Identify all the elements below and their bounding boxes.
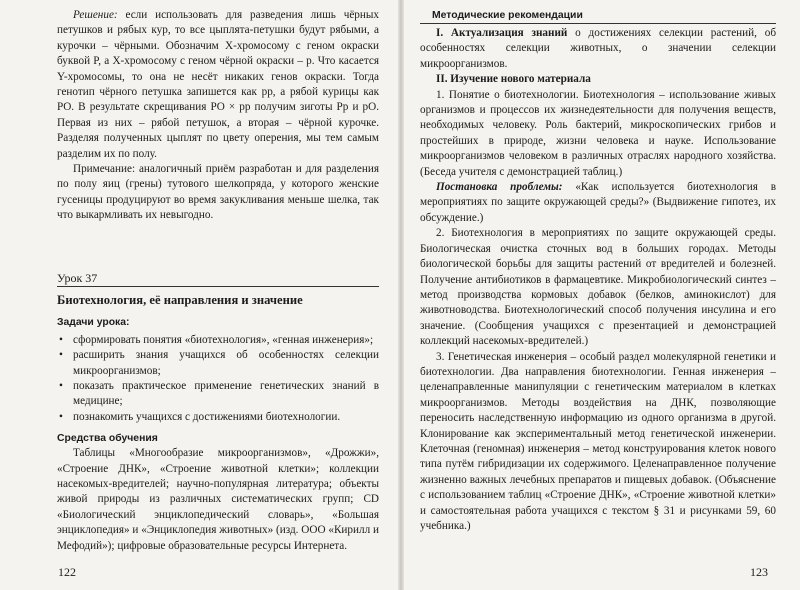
actualization-text: о достижениях селекции растений, об особенностях селекции животных, о значении селекции микроорганизмов. [420, 27, 777, 70]
tasks-list [57, 333, 379, 425]
task-item [57, 333, 379, 348]
genetic-engineering-paragraph: 3. Генетическая инженерия – особый раздел молекулярной генетики и биотехнологии. Два направления биотехнологии. Генная инженерия – целенаправленные манипуляции с генетическим материалом в клетках микроорганизмов. Методы воздействия на ДНК, позволяющие переносить наследственную информацию из одного организма в другой. Клонирование как экспериментальный метод генетической инженерии. Клеточная (геномная) инженерия – метод конструирования клеток нового типа путём гибридизации их содержимого. Целенаправленное получение жизненно важных лечебных препаратов и пищевых добавок. (Объяснение с использованием таблиц «Строение ДНК», «Строение животной клетки» и самостоятельная работа учащихся с текстом § 31 и рисунками 59, 60 учебника.) [420, 350, 776, 532]
page-number-right: 123 [750, 565, 768, 579]
left-column [57, 8, 379, 554]
tasks-heading: Задачи урока: [57, 316, 130, 328]
bullet-icon: • [59, 410, 63, 423]
means-paragraph: Таблицы «Многообразие микроорганизмов», «Дрожжи», «Строение ДНК», «Строение животной клетки»; коллекции насекомых-вредителей; научно-популярная литература; объекты живой природы из различных систематических групп; CD «Биологический энциклопедический словарь», «Большая энциклопедия» и «Энциклопедия животных» (изд. ООО «Кирилл и Мефодий»); цифровые образовательные ресурсы Интернета. [57, 447, 379, 552]
note-paragraph: Примечание: аналогичный приём разработан и для разделения по полу яиц (грены) тутового шелкопряда, у которого женские гусеницы продуцируют во время закукливания меньше шелка, так что выкармливать их невыгодно. [57, 163, 379, 222]
methods-rule [420, 23, 776, 24]
solution-paragraph [57, 8, 379, 162]
lesson-rule [57, 286, 379, 287]
task-text: познакомить учащихся с достижениями биотехнологии. [73, 410, 341, 423]
solution-text: если использовать для разведения лишь чёрных петушков и рябых кур, то все цыплята-петушки будут рябыми, а курочки – чёрными. Обозначим X-хромосому с геном окраски буквой P, а X-хромосому с геном чёрной окраски – p. Что касается Y-хромосомы, то она не несёт никаких генов окраски. Тогда генотип чёрного петушка запишется как pp, а рябой курицы как PO. В результате скрещивания PO × pp получим зиготы Pp и pO. Первая из них – рябой петушок, а вторая – чёрной курочке. Разделяя полученных цыплят по цвету оперения, мы тем самым разделим их по полу. [57, 9, 379, 160]
bullet-icon: • [59, 349, 63, 362]
problem-text: «Как используется биотехнология в мероприятиях по защите окружающей среды?» (Выдвижение гипотез, их обсуждение.) [420, 181, 777, 224]
actualization-paragraph [420, 26, 776, 72]
environment-paragraph: 2. Биотехнология в мероприятиях по защите окружающей среды. Биологическая очистка сточных вод в больших городах. Методы биологической борьбы для защиты растений от вредителей и болезней. Получение антибиотиков в фармацевтике. Микробиологический синтез – метод производства кормовых добавок (белков, аминокислот) для животноводства. Биотехнологический способ получения инсулина и его значение. (Сообщения учащихся с презентацией и демонстрацией коллекций насекомых-вредителей.) [420, 227, 776, 348]
task-item [57, 379, 379, 410]
task-item [57, 410, 379, 425]
actualization-title: I. Актуализация знаний [436, 27, 568, 39]
bullet-icon: • [59, 379, 63, 392]
bullet-icon: • [59, 333, 63, 346]
page-number-left: 122 [58, 565, 76, 579]
problem-paragraph [420, 180, 776, 226]
means-heading: Средства обучения [57, 433, 158, 445]
task-text: показать практическое применение генетических знаний в медицине; [73, 379, 379, 408]
lesson-number: Урок 37 [57, 270, 98, 285]
problem-label: Постановка проблемы: [436, 181, 563, 194]
methods-heading: Методические рекомендации [432, 10, 583, 21]
task-text: расширить знания учащихся об особенностях селекции микроорганизмов; [73, 349, 379, 377]
left-page [0, 0, 398, 590]
new-material-title: II. Изучение нового материала [436, 73, 591, 86]
concept-paragraph: 1. Понятие о биотехнологии. Биотехнология – использование живых организмов и процессов их жизнедеятельности для получения веществ, необходимых человеку. Роль бактерий, микроскопических грибов и простейших в природе, жизни человека и науке. Использование микроорганизмов человеком в различных отраслях народного хозяйства. (Беседа учителя с демонстрацией таблиц.) [420, 88, 776, 178]
task-text: сформировать понятия «биотехнология», «генная инженерия»; [73, 333, 374, 346]
solution-label: Решение: [73, 9, 118, 21]
task-item [57, 348, 379, 379]
right-column [420, 8, 776, 534]
right-page [404, 0, 800, 590]
lesson-title: Биотехнология, её направления и значение [57, 292, 303, 307]
